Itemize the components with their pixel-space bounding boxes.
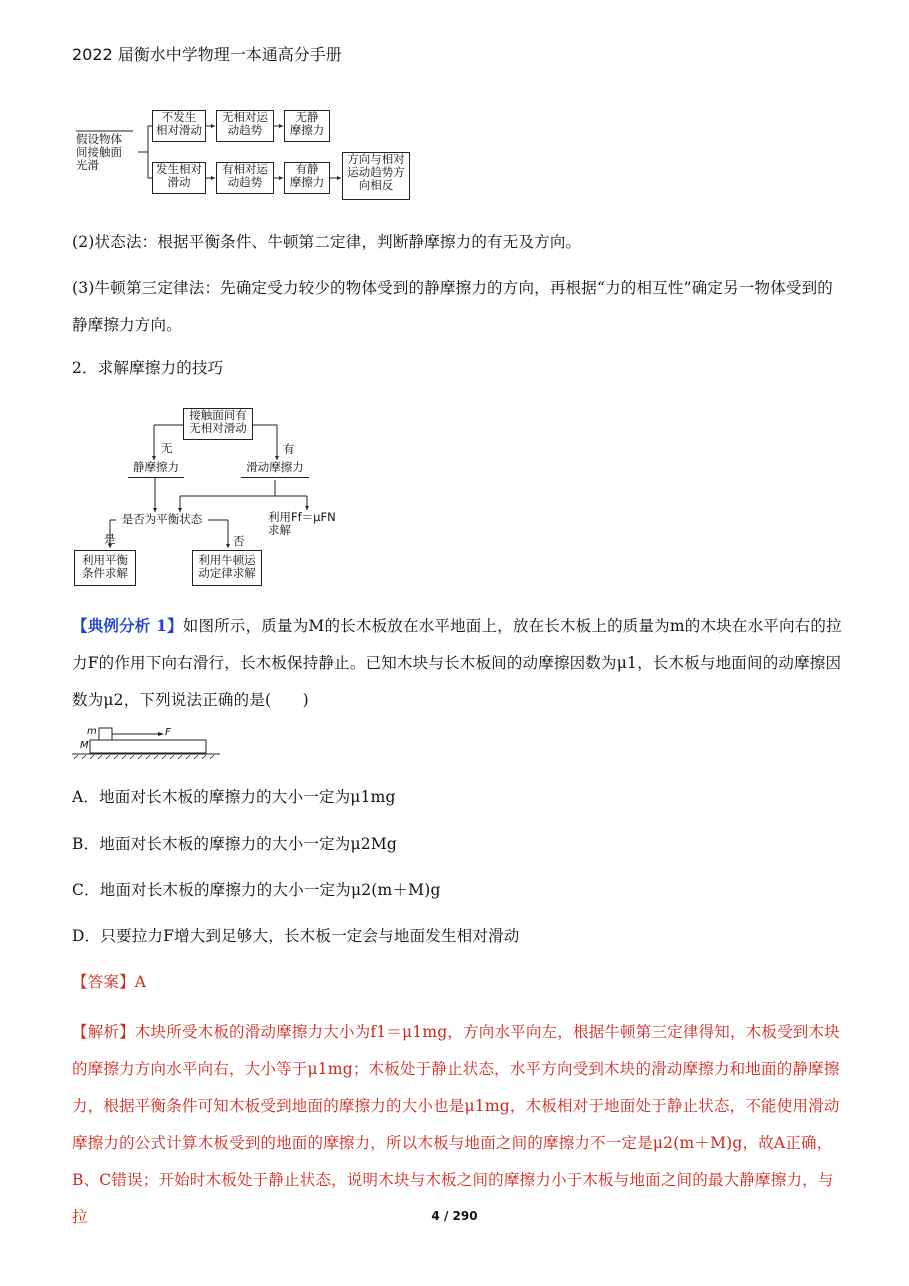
- paragraph-newton-third-method: (3)牛顿第三定律法：先确定受力较少的物体受到的静摩擦力的方向，再根据“力的相互性”确定另一物体受到的静摩擦力方向。: [72, 279, 834, 334]
- flow2-static-box: 静摩擦力: [128, 461, 184, 478]
- page-number: 4 / 290: [431, 1209, 478, 1223]
- example-text: 如图所示，质量为M的长木板放在水平地面上，放在长木板上的质量为m的木块在水平向右的拉力F的作用下向右滑行，长木板保持静止。已知木块与长木板间的动摩擦因数为μ1，长木板与地面间的动摩擦因数为μ2，下列说法正确的是( ): [72, 617, 842, 709]
- figure-label-M: M: [80, 740, 89, 751]
- flow1-no-static-box: 无静 摩擦力: [284, 110, 330, 142]
- flow2-newton-box: 利用牛顿运 动定律求解: [192, 550, 262, 586]
- option-a: A．地面对长木板的摩擦力的大小一定为μ1mg: [72, 788, 396, 806]
- option-b: B．地面对长木板的摩擦力的大小一定为μ2Mg: [72, 835, 398, 853]
- flow1-slide-box: 发生相对 滑动: [152, 162, 206, 194]
- example-tag: 【典例分析 1】: [72, 616, 183, 635]
- flow1-start-box: 假设物体 间接触面 光滑: [76, 133, 138, 173]
- flow2-equilibrium-box: 利用平衡 条件求解: [74, 550, 136, 586]
- flow2-label-yes: 有: [283, 442, 295, 456]
- flow1-trend-box: 有相对运 动趋势: [216, 162, 274, 194]
- flow2-label-no: 无: [161, 441, 173, 455]
- figure-label-F: F: [165, 727, 171, 738]
- option-d: D．只要拉力F增大到足够大，长木板一定会与地面发生相对滑动: [72, 927, 520, 945]
- analysis-tag: 【解析】: [72, 1023, 135, 1041]
- page-header: 2022 届衡水中学物理一本通高分手册: [72, 45, 342, 64]
- figure-label-m: m: [87, 726, 97, 737]
- analysis-text: 木块所受木板的滑动摩擦力大小为f1＝μ1mg，方向水平向左，根据牛顿第三定律得知，木板受到木块的摩擦力方向水平向右，大小等于μ1mg；木板处于静止状态，水平方向受到木块的滑动摩擦力和地面的静摩擦力，根据平衡条件可知木板受到地面的摩擦力的大小也是μ1mg，木板相对于地面处于静止状态，不能使用滑动摩擦力的公式计算木板受到的地面的摩擦力，所以木板与地面之间的摩擦力不一定是μ2(m＋M)g，故A正确，B、C错误；开始时木板处于静止状态，说明木块与木板之间的摩擦力小于木板与地面之间的最大静摩擦力，与拉: [72, 1023, 840, 1226]
- paragraph-state-method: (2)状态法：根据平衡条件、牛顿第二定律，判断静摩擦力的有无及方向。: [72, 233, 582, 251]
- flow1-no-trend-box: 无相对运 动趋势: [216, 110, 274, 142]
- flow2-label-fou: 否: [233, 534, 245, 548]
- flow1-direction-box: 方向与相对 运动趋势方 向相反: [342, 152, 410, 200]
- flow2-formula-box: 利用Ff＝μFN 求解: [268, 511, 338, 541]
- answer-line: 【答案】A: [72, 973, 147, 991]
- flow2-sliding-box: 滑动摩擦力: [241, 461, 309, 478]
- flow2-balance-box: 是否为平衡状态: [116, 513, 208, 527]
- analysis-paragraph: [72, 1014, 842, 1236]
- flow2-label-shi: 是: [104, 532, 116, 546]
- flow2-contact-box: 接触面间有 无相对滑动: [183, 408, 253, 440]
- option-c: C．地面对长木板的摩擦力的大小一定为μ2(m＋M)g: [72, 881, 441, 899]
- flow1-static-box: 有静 摩擦力: [284, 162, 330, 194]
- flow1-no-slide-box: 不发生 相对滑动: [152, 110, 206, 142]
- section-title-techniques: 2．求解摩擦力的技巧: [72, 359, 224, 377]
